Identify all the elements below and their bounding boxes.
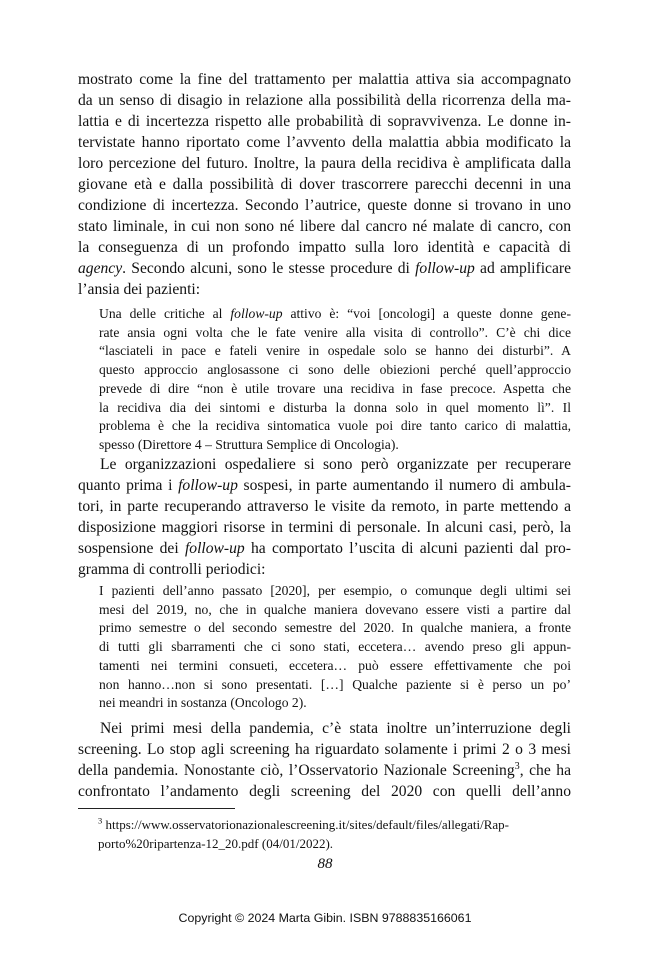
quote-line: non hanno…non si sono presentati. […] Qualche paziente si è perso un po’	[99, 676, 571, 692]
footnote-link-text: https://www.osservatorionazionalescreening.it/sites/default/files/allegati/Rap-	[102, 817, 509, 832]
paragraph-1	[78, 69, 571, 300]
quote-line: primo semestre o del secondo semestre del 2020. In qualche maniera, a fronte	[99, 620, 571, 636]
quote-line: prevede di dire “non è utile trovare una recidiva in fase precoce. Aspetta che	[99, 380, 571, 396]
text-line: gramma di controlli periodici:	[78, 561, 266, 578]
text-line: screening. Lo stop agli screening ha riguardato solamente i primi 2 o 3 mesi	[78, 741, 571, 758]
paragraph-2	[78, 454, 571, 580]
text-line: disposizione maggiori risorse in termini di personale. In alcuni casi, però, la	[78, 519, 571, 536]
text-line: loro percezione del futuro. Inoltre, la paura della recidiva è amplificata dalla	[78, 155, 571, 172]
quote-line: “lasciateli in pace e fateli venire in ospedale solo se hanno dei disturbi”. A	[99, 343, 571, 359]
text-line: da un senso di disagio in relazione alla possibilità della ricorrenza della ma-	[78, 92, 571, 109]
copyright-notice: Copyright © 2024 Marta Gibin. ISBN 9788835166061	[178, 911, 472, 925]
quote-line: nei meandri in sostanza (Oncologo 2).	[99, 695, 307, 711]
text-line: quanto prima i follow-up sospesi, in parte aumentando il numero di ambula-	[78, 477, 572, 494]
quote-line: problema è che la recidiva sintomatica vuole poi dire tanto carico di malattia,	[99, 418, 571, 434]
footnote-ref: 3	[514, 760, 520, 772]
quote-line: I pazienti dell’anno passato [2020], per esempio, o comunque degli ultimi sei	[99, 583, 571, 598]
text-line: Le organizzazioni ospedaliere si sono però organizzate per recuperare	[100, 456, 571, 473]
text-fragment: della pandemia. Nonostante ciò, l’Osservatorio Nazionale Screening	[78, 762, 515, 779]
text-line	[78, 760, 571, 781]
text-line: tori, in parte recuperando attraverso le visite da remoto, in parte mettendo a	[78, 498, 571, 515]
text-line: condizione di incertezza. Secondo l’autrice, queste donne si trovano in uno	[78, 197, 571, 214]
quote-line: rate ansia ogni volta che le fate venire alla visita di controllo”. C’è chi dice	[99, 324, 571, 340]
paragraph-3	[78, 718, 571, 802]
quote-line: di tutti gli sbarramenti che ci sono stati, eccetera… avendo preso gli appun-	[99, 639, 571, 655]
block-quote-2	[99, 582, 571, 713]
quote-line: spesso (Direttore 4 – Struttura Semplice di Oncologia).	[99, 436, 399, 452]
footnote-separator	[78, 808, 235, 809]
footnote-marker: 3	[98, 815, 103, 826]
text-line: l’ansia dei pazienti:	[78, 281, 201, 298]
text-line: confrontato l’andamento degli screening del 2020 con quelli dell’anno	[78, 783, 571, 800]
text-line: Nei primi mesi della pandemia, c’è stata inoltre un’interruzione degli	[100, 720, 571, 737]
text-line: lattia e di incertezza rispetto alle probabilità di sopravvivenza. Le donne in-	[78, 113, 571, 130]
footnote	[98, 816, 538, 853]
footnote-line	[98, 816, 538, 835]
footnote-line: porto%20ripartenza-12_20.pdf (04/01/2022).	[98, 835, 334, 851]
text-line: giovane età e dalla possibilità di dover trascorrere parecchi decenni in una	[78, 176, 571, 193]
text-line: mostrato come la fine del trattamento per malattia attiva sia accompagnato	[78, 71, 571, 88]
quote-line: questo approccio anglosassone ci sono delle obiezioni perché quell’approccio	[99, 362, 571, 378]
block-quote-1	[99, 305, 571, 455]
text-line: agency. Secondo alcuni, sono le stesse procedure di follow-up ad amplificare	[78, 260, 571, 277]
quote-line: Una delle critiche al follow-up attivo è: “voi [oncologi] a queste donne gene-	[99, 306, 571, 321]
text-line: tervistate hanno riportato come l’avvento della malattia abbia modificato la	[78, 134, 571, 151]
page-number: 88	[317, 856, 333, 872]
text-line: stato liminale, in cui non sono né libere dal cancro né malate di cancro, con	[78, 218, 571, 235]
text-line: sospensione dei follow-up ha comportato l’uscita di alcuni pazienti dal pro-	[78, 540, 572, 557]
text-line: la conseguenza di un profondo impatto sulla loro identità e capacità di	[78, 239, 571, 256]
quote-line: mesi del 2019, no, che in qualche maniera dovevano essere visti a partire dal	[99, 601, 571, 617]
quote-line: tamenti nei termini consueti, eccetera… può essere effettivamente che poi	[99, 657, 571, 673]
text-fragment: , che ha	[519, 762, 571, 779]
quote-line: la recidiva dia dei sintomi e disturba la donna solo in quel momento lì”. Il	[99, 399, 571, 415]
